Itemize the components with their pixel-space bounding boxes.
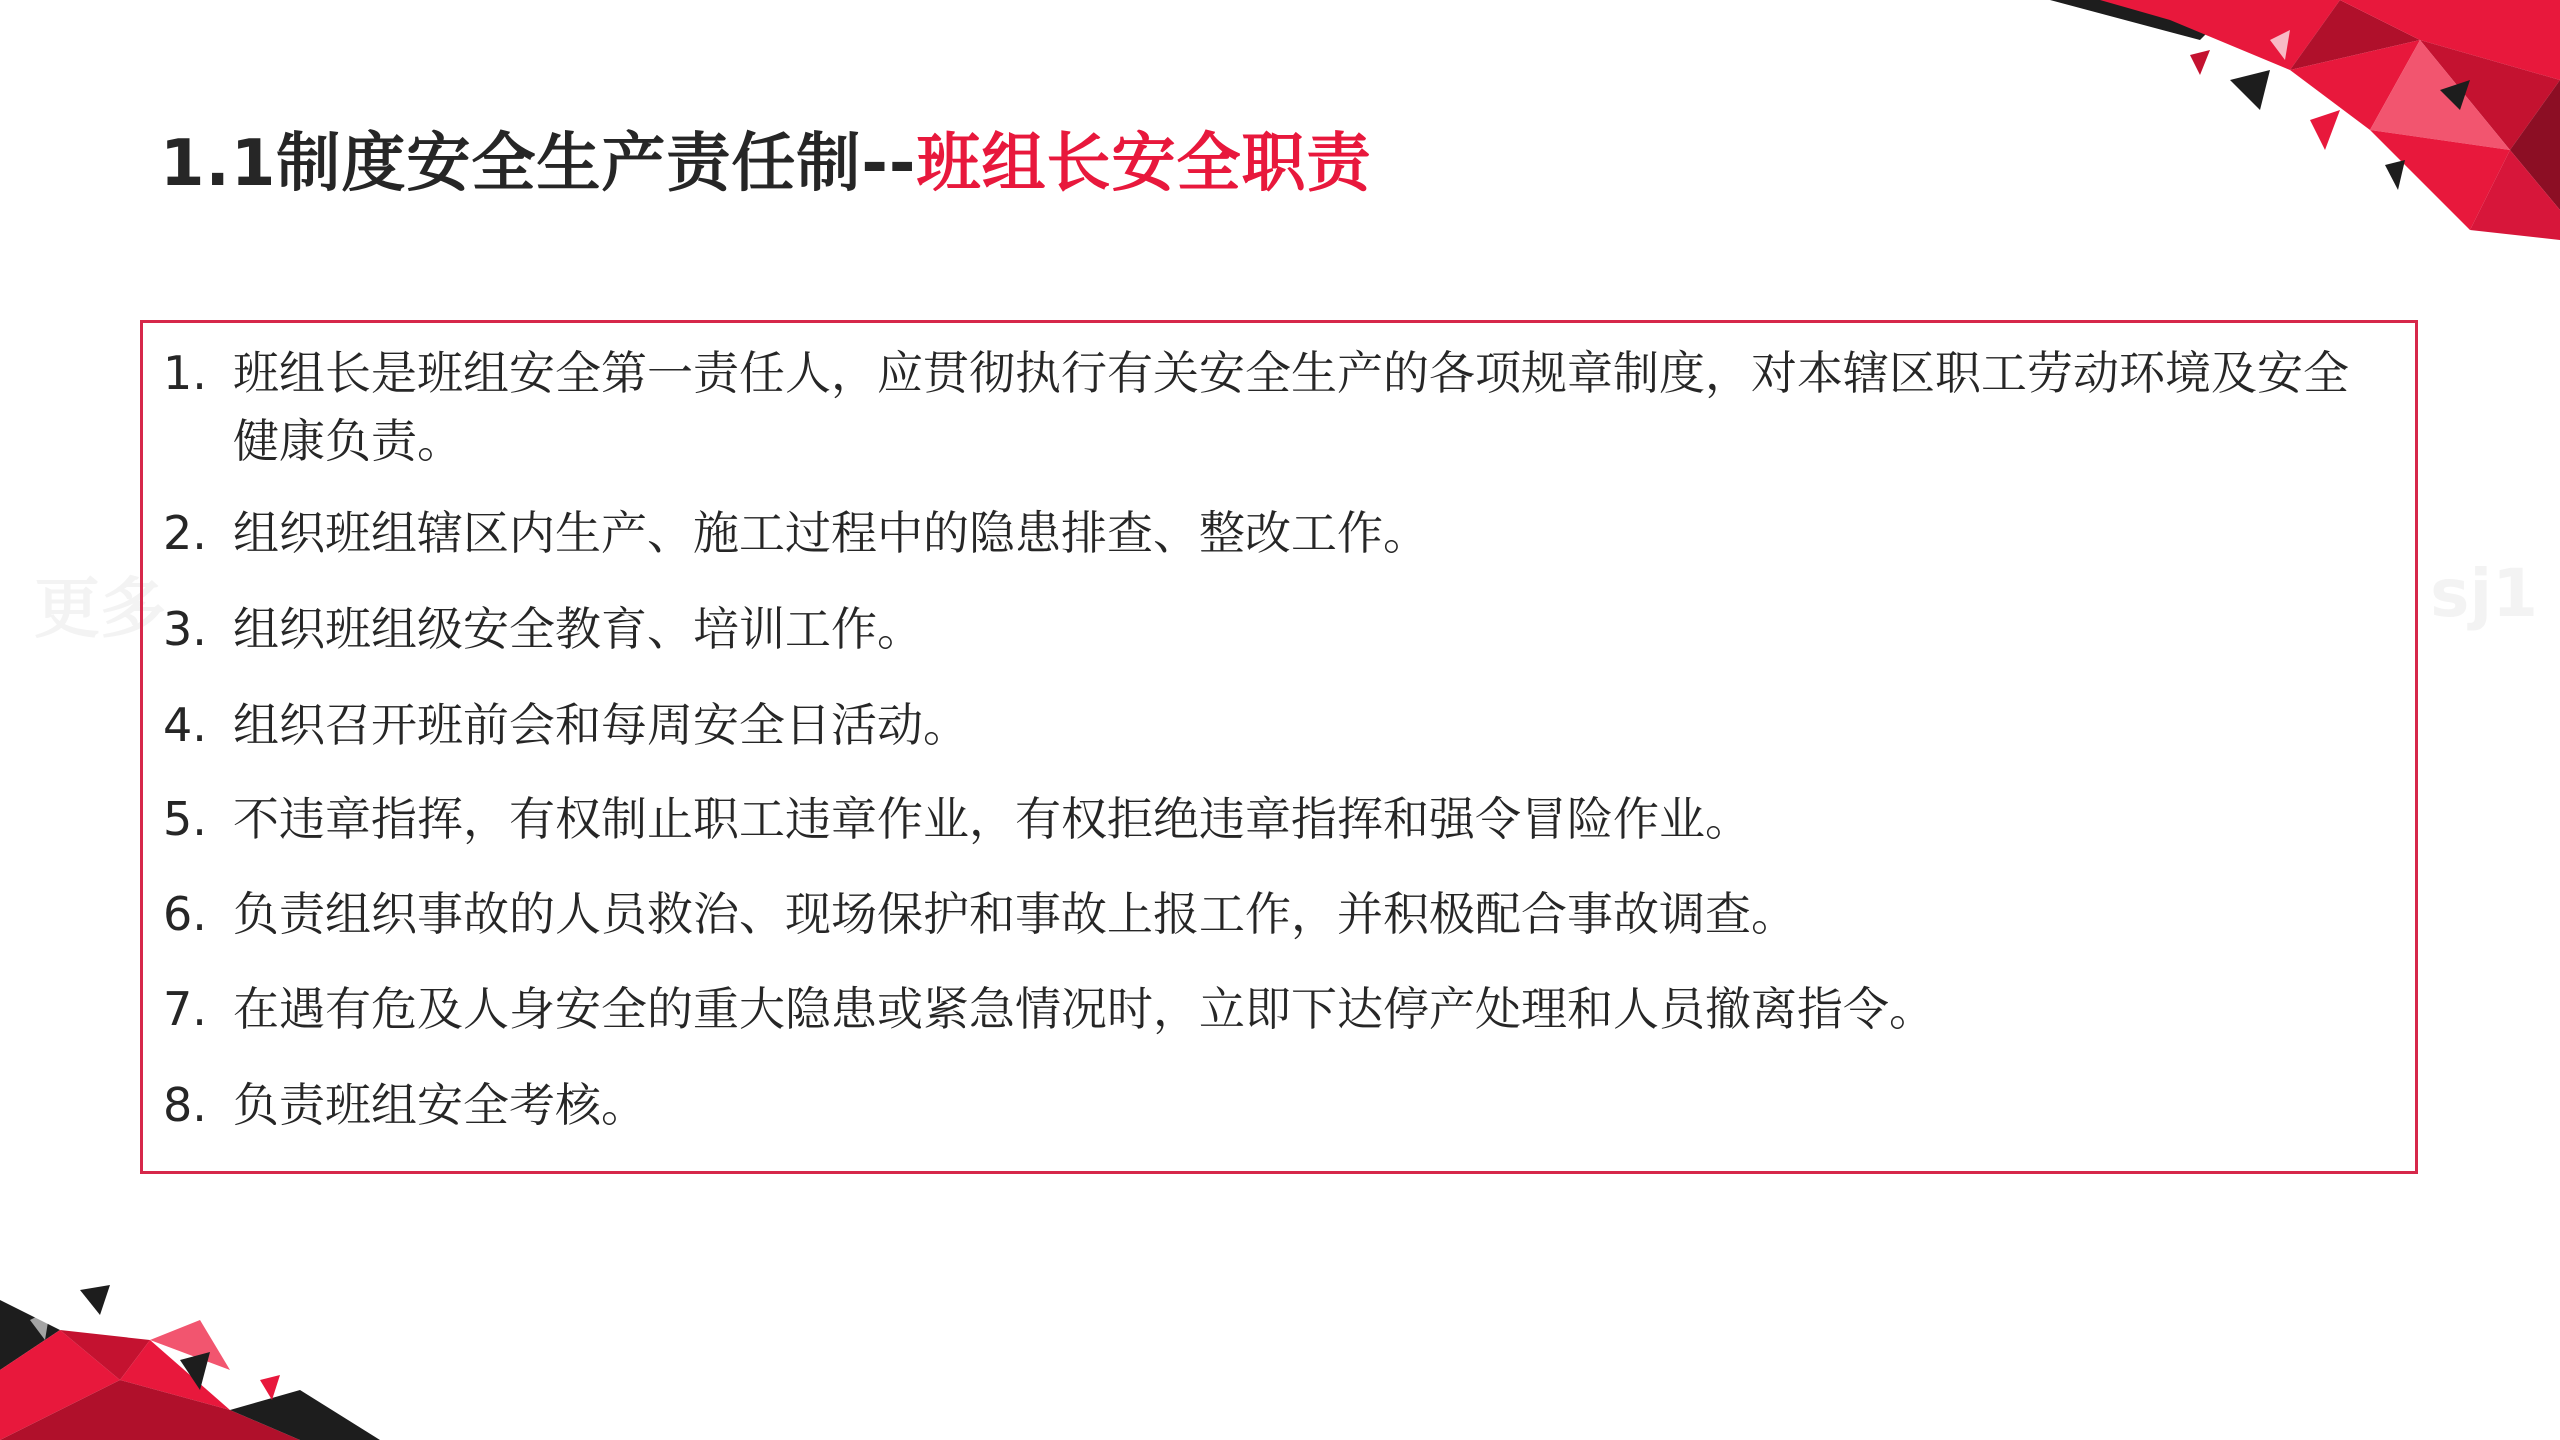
duty-item-7 (163, 975, 2375, 1043)
duty-item-1 (163, 339, 2375, 475)
duty-number: 3. (163, 602, 207, 656)
decorative-shards-bottom-left (0, 1240, 420, 1440)
duty-text: 在遇有危及人身安全的重大隐患或紧急情况时，立即下达停产处理和人员撤离指令。 (233, 982, 1935, 1036)
duty-number: 1. (163, 346, 207, 400)
duty-text: 负责组织事故的人员救治、现场保护和事故上报工作，并积极配合事故调查。 (233, 887, 1797, 941)
duty-text: 班组长是班组安全第一责任人，应贯彻执行有关安全生产的各项规章制度，对本辖区职工劳动环境及安全健康负责。 (233, 346, 2349, 468)
duty-text: 组织召开班前会和每周安全日活动。 (233, 698, 969, 752)
duty-item-3 (163, 595, 2375, 663)
duty-number: 6. (163, 887, 207, 941)
duty-number: 4. (163, 698, 207, 752)
watermark-left: 更多 (34, 570, 166, 647)
decorative-shards-top-right (2040, 0, 2560, 240)
duties-box (140, 320, 2418, 1174)
duty-item-2 (163, 499, 2375, 567)
duty-text: 组织班组级安全教育、培训工作。 (233, 602, 923, 656)
page-title-highlight: 班组长安全职责 (916, 127, 1372, 201)
duty-text: 不违章指挥，有权制止职工违章作业，有权拒绝违章指挥和强令冒险作业。 (233, 792, 1751, 846)
duty-number: 8. (163, 1078, 207, 1132)
duty-number: 2. (163, 506, 207, 560)
duty-number: 7. (163, 982, 207, 1036)
duty-number: 5. (163, 792, 207, 846)
duty-item-6 (163, 880, 2375, 948)
duty-item-8 (163, 1071, 2375, 1139)
duty-item-4 (163, 691, 2375, 759)
duty-item-5 (163, 785, 2375, 853)
duty-text: 组织班组辖区内生产、施工过程中的隐患排查、整改工作。 (233, 506, 1429, 560)
page-title (160, 112, 1372, 204)
page-title-prefix: 1.1制度安全生产责任制-- (160, 127, 917, 201)
duty-text: 负责班组安全考核。 (233, 1078, 647, 1132)
watermark-right: sj1 (2430, 555, 2538, 632)
